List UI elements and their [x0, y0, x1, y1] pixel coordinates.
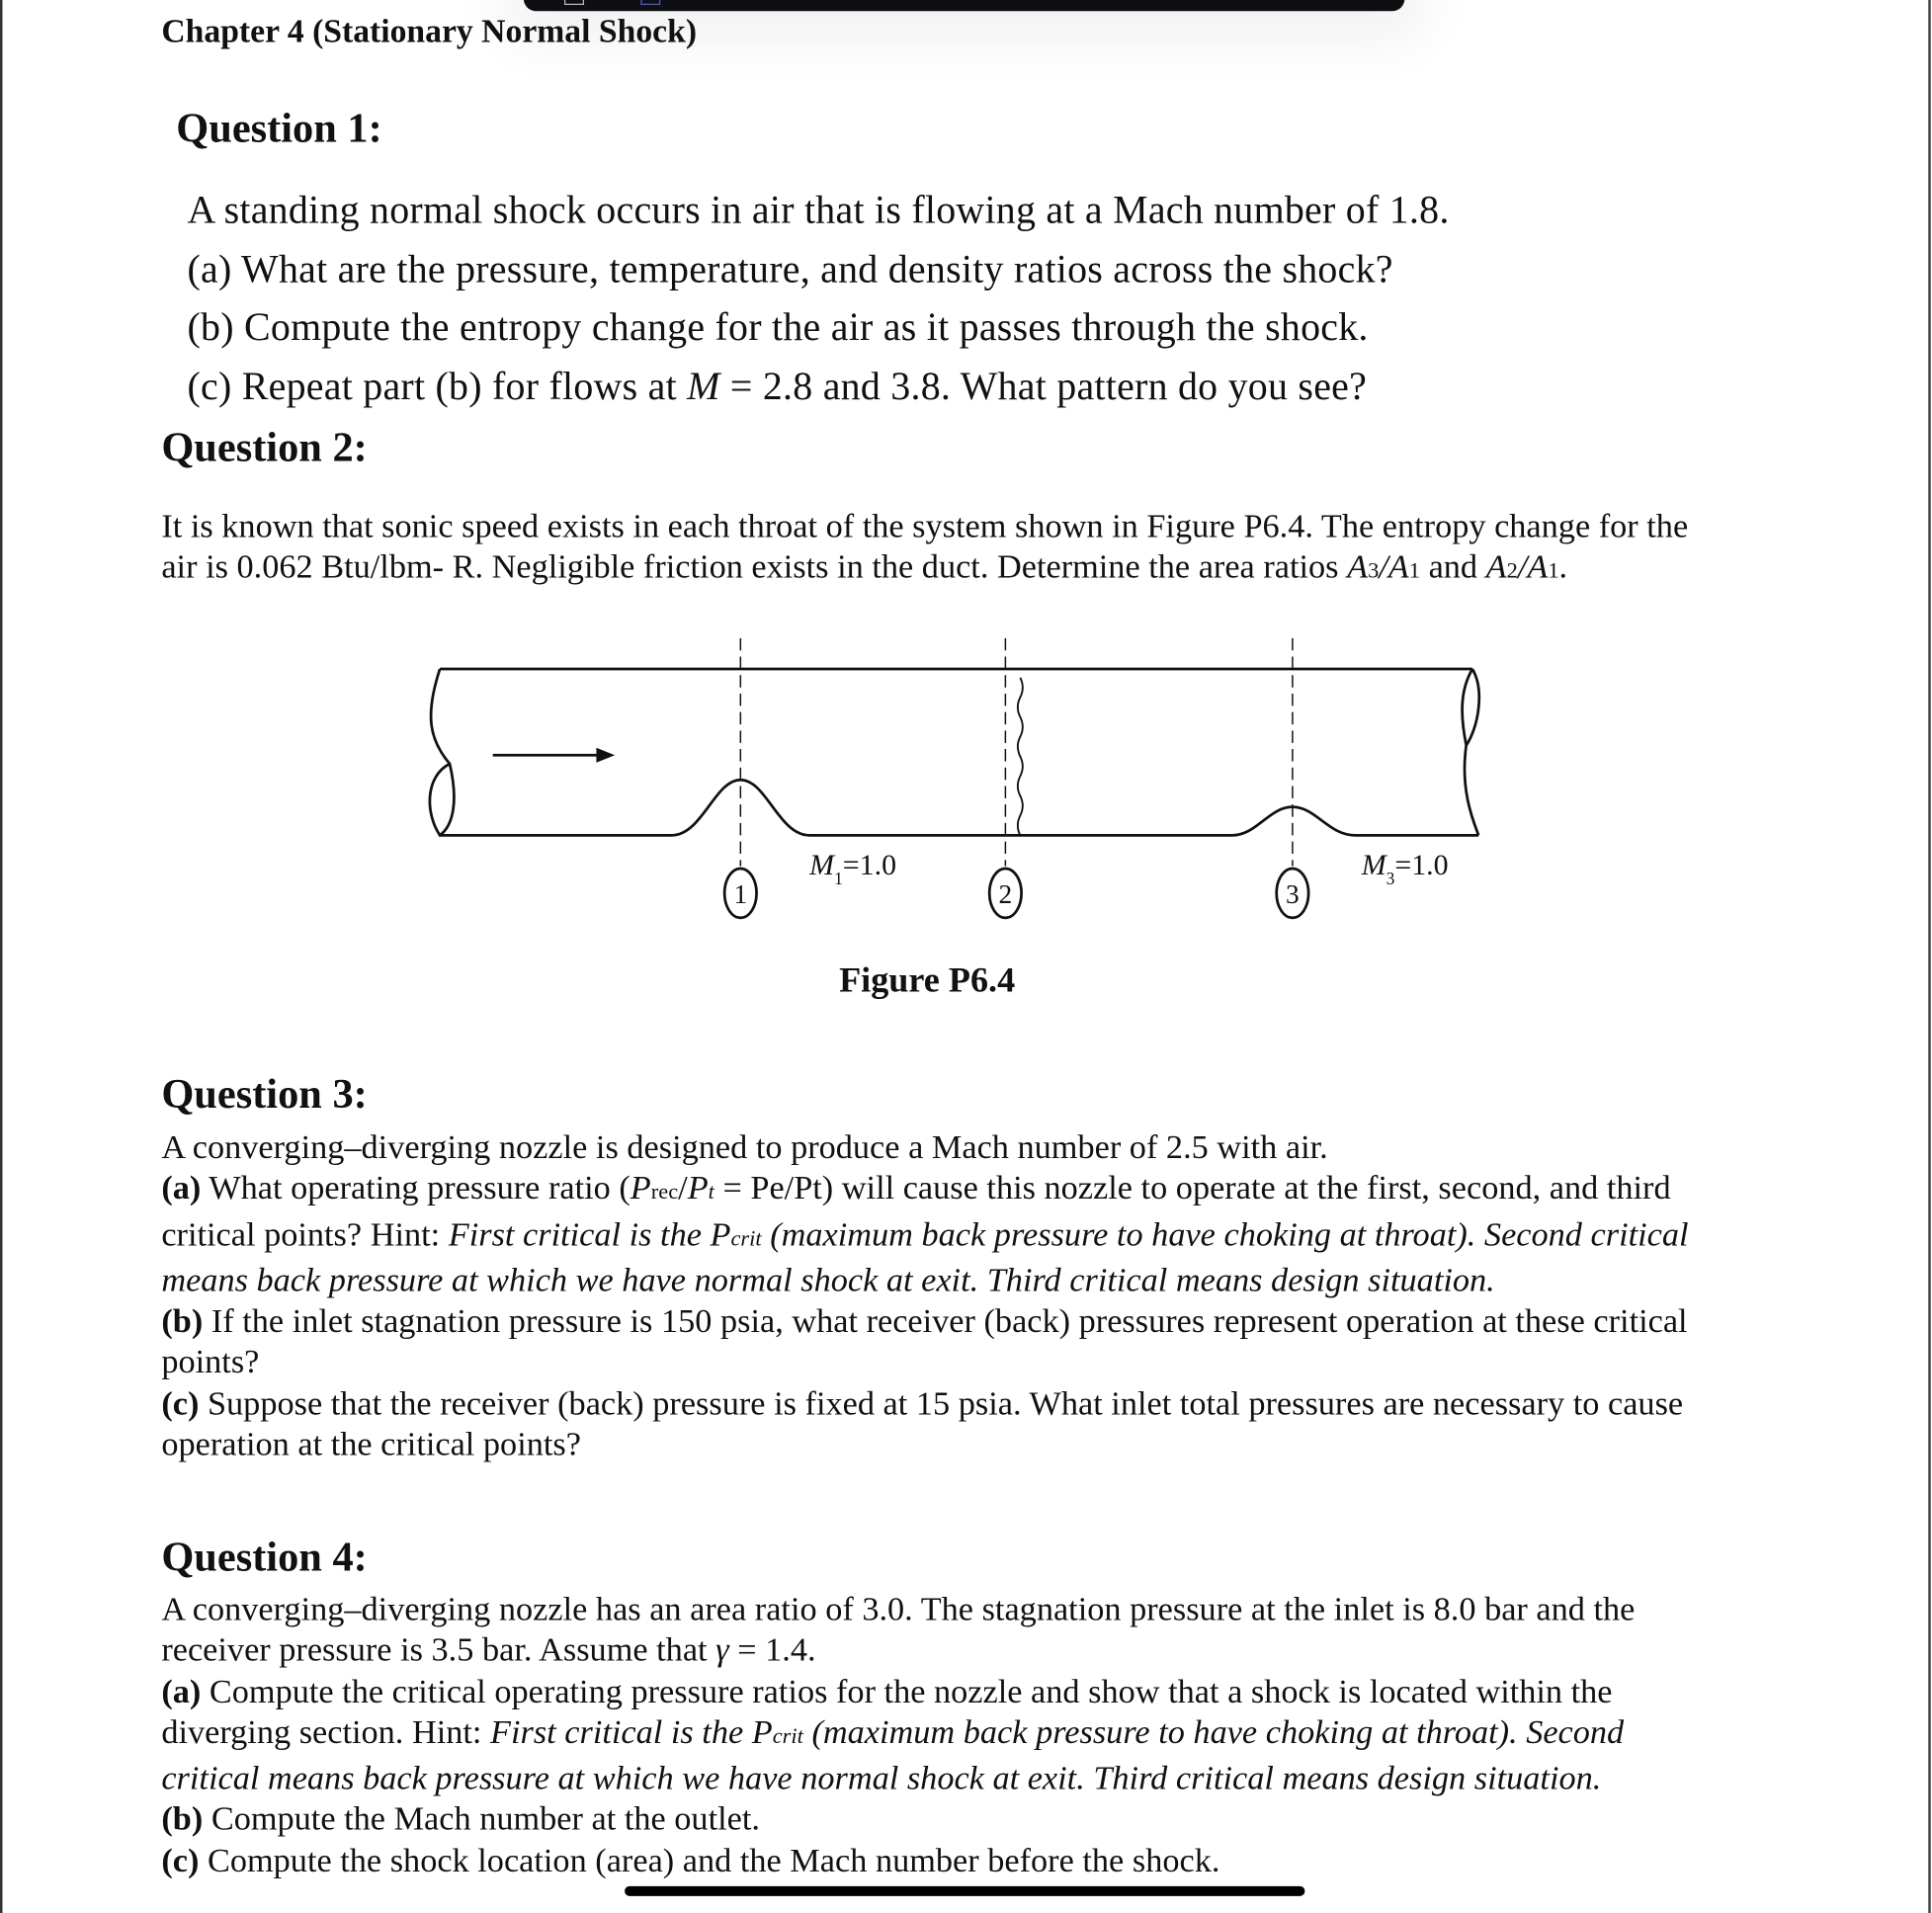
text: air is 0.062 Btu/lbm- R. Negligible friction exists in the duct. Determine the area ratios: [161, 546, 1339, 586]
text: Compute the shock location (area) and the Mach number before the shock.: [199, 1840, 1220, 1879]
station-1-label: 1: [733, 878, 748, 909]
part-label: (a): [161, 1168, 202, 1206]
symbol: P: [630, 1168, 651, 1206]
q1-intro: A standing normal shock occurs in air that is flowing at a Mach number of 1.8.: [187, 187, 1450, 232]
area-symbol: /A: [1379, 546, 1409, 586]
part-label: (c): [187, 363, 232, 408]
duct-outlet-break: [1463, 669, 1479, 835]
subscript: rec: [650, 1179, 679, 1205]
duct-bottom-wall: [440, 780, 1478, 835]
duct-inlet-break: [430, 669, 455, 835]
subscript: 1: [1548, 558, 1559, 584]
gamma-symbol: γ: [715, 1629, 729, 1669]
mach-symbol: M: [687, 363, 720, 408]
part-label: (b): [161, 1300, 204, 1340]
subscript: 2: [1506, 558, 1518, 584]
question-3-body: [161, 1126, 1788, 1464]
subscript: crit: [772, 1723, 803, 1749]
text: diverging section. Hint:: [161, 1711, 491, 1751]
station-3-label: 3: [1286, 878, 1300, 909]
text: = Pe/Pt) will cause this nozzle to operate at the first, second, and third: [714, 1168, 1671, 1206]
hint-text: (maximum back pressure to have choking at throat). Second critical: [761, 1213, 1689, 1253]
mach-value: =1.0: [842, 849, 897, 882]
flow-arrow-head: [596, 748, 615, 763]
question-1-heading: Question 1:: [176, 106, 382, 152]
q3-part-b: [161, 1300, 1788, 1342]
subscript: 1: [834, 869, 843, 889]
question-2-heading: Question 2:: [161, 425, 368, 471]
text: and: [1419, 546, 1486, 586]
q4-hint: [161, 1711, 1788, 1758]
chapter-title: Chapter 4 (Stationary Normal Shock): [161, 12, 698, 49]
part-text: Repeat part (b) for flows at: [241, 363, 677, 408]
q4-part-b: [161, 1798, 1788, 1840]
part-text: = 2.8 and 3.8. What pattern do you see?: [729, 363, 1368, 408]
mach-1-label: [808, 849, 896, 888]
q4-part-c: [161, 1839, 1788, 1880]
subscript: 3: [1368, 558, 1380, 584]
question-4-heading: Question 4:: [161, 1535, 368, 1581]
subscript: t: [708, 1179, 714, 1205]
q3-intro: A converging–diverging nozzle is designed to produce a Mach number of 2.5 with air.: [161, 1126, 1328, 1166]
text: = 1.4.: [728, 1629, 816, 1669]
hint-text: means back pressure at which we have normal shock at exit. Third critical means design situation.: [161, 1260, 1495, 1298]
q4-line: [161, 1629, 1788, 1671]
q3-part-c: [161, 1382, 1788, 1424]
mach-value: =1.0: [1394, 849, 1449, 882]
text: Compute the critical operating pressure ratios for the nozzle and show that a shock is located within the: [201, 1671, 1613, 1710]
part-label: (a): [161, 1671, 202, 1710]
part-label: (b): [187, 303, 234, 349]
part-label: (a): [187, 245, 232, 291]
hint-text: (maximum back pressure to have choking at throat). Second: [802, 1711, 1625, 1751]
subscript: crit: [730, 1225, 762, 1250]
text: Suppose that the receiver (back) pressure is fixed at 15 psia. What inlet total pressures are necessary to cause: [199, 1382, 1684, 1422]
area-symbol: A: [1347, 546, 1369, 586]
text: critical points? Hint:: [161, 1213, 449, 1253]
mach-3-label: [1361, 849, 1449, 888]
text: What operating pressure ratio (: [201, 1168, 630, 1206]
question-3-heading: Question 3:: [161, 1071, 368, 1118]
text: If the inlet stagnation pressure is 150 psia, what receiver (back) pressures represent operation at these critical: [203, 1300, 1688, 1340]
text: .: [1558, 546, 1568, 586]
text: receiver pressure is 3.5 bar. Assume that: [161, 1629, 716, 1669]
q3-hint: [161, 1213, 1788, 1260]
part-label: (c): [161, 1840, 200, 1879]
text: points?: [161, 1342, 260, 1381]
figure-caption: Figure P6.4: [839, 960, 1016, 1001]
part-text: What are the pressure, temperature, and density ratios across the shock?: [241, 245, 1393, 291]
hint-text: First critical is the P: [448, 1213, 731, 1253]
text: /: [678, 1168, 688, 1206]
subscript: 1: [1408, 558, 1420, 584]
part-label: (c): [161, 1382, 200, 1422]
text: A converging–diverging nozzle has an area ratio of 3.0. The stagnation pressure at the inlet is 8.0 bar and the: [161, 1589, 1636, 1628]
q4-part-a: [161, 1670, 1788, 1711]
part-text: Compute the entropy change for the air as it passes through the shock.: [244, 303, 1369, 349]
question-4-body: [161, 1588, 1788, 1880]
area-symbol: /A: [1517, 546, 1549, 586]
subscript: 3: [1386, 869, 1395, 889]
mach-symbol: M: [809, 849, 835, 882]
mach-symbol: M: [1361, 849, 1386, 882]
q3-part-a: [161, 1167, 1788, 1213]
symbol: P: [687, 1168, 709, 1206]
part-label: (b): [161, 1798, 204, 1838]
home-indicator[interactable]: [625, 1886, 1304, 1896]
q2-line: It is known that sonic speed exists in each throat of the system shown in Figure P6.4. The entropy change for the: [161, 506, 1689, 545]
text: Compute the Mach number at the outlet.: [203, 1798, 760, 1838]
area-symbol: A: [1485, 546, 1507, 586]
hint-text: First critical is the P: [490, 1711, 773, 1751]
normal-shock-wave: [1018, 678, 1023, 836]
station-2-label: 2: [998, 878, 1013, 909]
text: operation at the critical points?: [161, 1424, 581, 1463]
hint-text: critical means back pressure at which we have normal shock at exit. Third critical means design situation.: [161, 1758, 1602, 1797]
